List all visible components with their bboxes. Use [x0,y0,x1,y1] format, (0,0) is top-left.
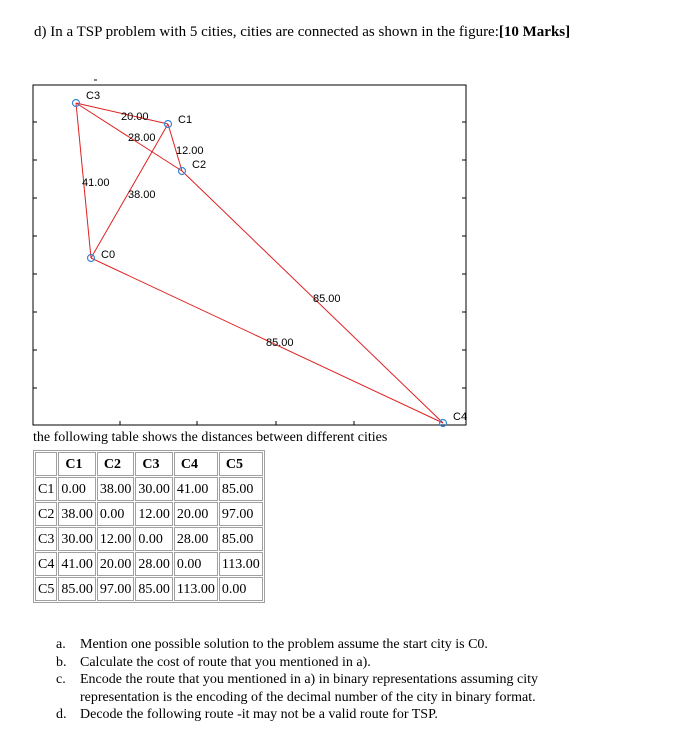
table-row [35,552,263,576]
table-cell: 0.00 [58,477,96,501]
table-row [35,477,263,501]
list-item [56,706,616,724]
table-cell: 0.00 [174,552,218,576]
edge-weight-label: 20.00 [121,111,149,123]
node-label-c2: C2 [192,159,207,171]
table-header-cell: C2 [97,452,135,476]
list-marker: a. [56,637,66,652]
table-cell: 12.00 [135,502,173,526]
table-header-cell: C5 [219,452,263,476]
table-cell: 28.00 [135,552,173,576]
plot-frame [33,85,466,425]
question-list [56,636,616,724]
edges-layer [76,103,443,423]
table-cell: 85.00 [135,577,173,601]
table-cell: 97.00 [219,502,263,526]
node-label-c3: C3 [86,90,101,102]
edge-weight-label: 85.00 [266,337,294,349]
question-marks: [10 Marks] [498,24,571,40]
table-cell: 12.00 [97,527,135,551]
table-cell: 0.00 [97,502,135,526]
table-header-cell: C3 [135,452,173,476]
table-cell: 30.00 [58,527,96,551]
table-cell: C1 [35,477,57,501]
table-row [35,527,263,551]
list-item [56,671,616,706]
table-header-cell: C1 [58,452,96,476]
list-item [56,636,616,654]
edge-weight-label: 38.00 [128,189,156,201]
list-marker: d. [56,707,67,722]
edge-weight-label: 85.00 [313,293,341,305]
table-header-cell: C4 [174,452,218,476]
list-text: Calculate the cost of route that you mentioned in a). [80,654,371,670]
plot-ticks [33,80,466,425]
table-row [35,502,263,526]
table-cell: 20.00 [174,502,218,526]
edge-weight-labels [82,111,341,349]
table-cell: 113.00 [219,552,263,576]
table-cell: 113.00 [174,577,218,601]
table-cell: 30.00 [135,477,173,501]
list-item [56,654,616,672]
list-text: Mention one possible solution to the problem assume the start city is C0. [80,637,488,652]
list-marker: b. [56,654,67,670]
node-label-c0: C0 [101,249,116,261]
table-cell: 0.00 [219,577,263,601]
table-cell: 41.00 [174,477,218,501]
edge-weight-label: 28.00 [128,132,156,144]
list-text: Decode the following route -it may not be a valid route for TSP. [80,707,438,722]
table-cell: 85.00 [219,527,263,551]
table-caption: the following table shows the distances between different cities [33,430,388,445]
table-row [35,577,263,601]
edge-weight-label: 41.00 [82,177,110,189]
table-cell: 28.00 [174,527,218,551]
node-label-c4: C4 [453,411,468,423]
table-cell: C5 [35,577,57,601]
nodes-layer [73,100,447,427]
node-label-c1: C1 [178,114,193,126]
edge-weight-label: 12.00 [176,145,204,157]
list-text: Encode the route that you mentioned in a) in binary representations assuming city representation is the encoding of the decimal number of the city in binary format. [80,672,538,705]
distance-table [33,450,265,603]
table-cell: 38.00 [58,502,96,526]
question-text: d) In a TSP problem with 5 cities, cities are connected as shown in the figure: [34,24,499,40]
table-cell: 97.00 [97,577,135,601]
list-marker: c. [56,672,66,687]
table-header-row [35,452,263,476]
table-cell: 85.00 [58,577,96,601]
table-cell: 20.00 [97,552,135,576]
table-cell: C3 [35,527,57,551]
table-cell: 41.00 [58,552,96,576]
table-cell: 85.00 [219,477,263,501]
table-cell: 0.00 [135,527,173,551]
table-cell: C4 [35,552,57,576]
table-header-cell [35,452,57,476]
table-cell: C2 [35,502,57,526]
table-cell: 38.00 [97,477,135,501]
